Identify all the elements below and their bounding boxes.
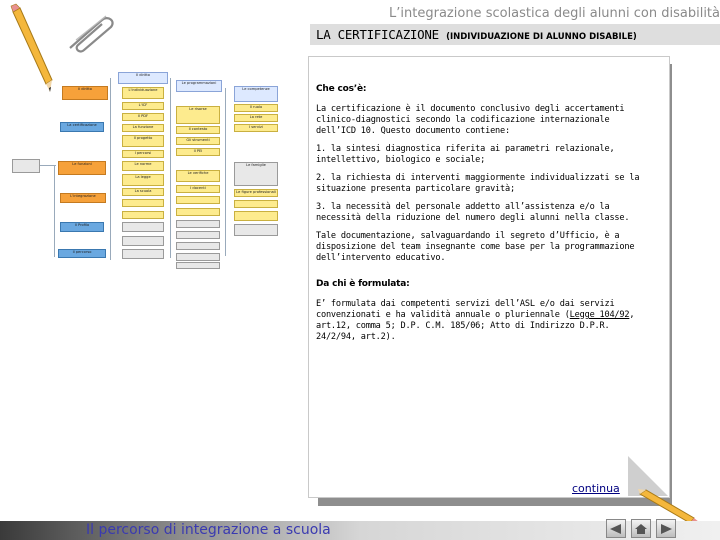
map-node-c3-6 xyxy=(234,200,278,208)
map-node-c1-8: La legge xyxy=(122,174,164,186)
map-node-c2-8 xyxy=(176,208,220,216)
paragraph-definition: La certificazione è il documento conclusivo degli accertamenti clinico-diagnostici secondo la codificazione internazionale dell’ICD 10. Questo documento contiene: xyxy=(316,104,625,136)
map-node-c1-0: Il diritto xyxy=(118,72,168,84)
map-node-root xyxy=(12,159,40,173)
concept-map xyxy=(0,0,310,520)
list-item-2: 2. la richiesta di interventi maggiormente individualizzati se la situazione presenta particolare gravità; xyxy=(316,173,640,194)
map-node-c2-10 xyxy=(176,231,220,239)
map-node-c1-14 xyxy=(122,249,164,259)
map-node-c1-3: Il PDF xyxy=(122,113,164,121)
map-node-c3-5: Le figure professionali xyxy=(234,189,278,197)
map-node-c1-1: L'individuazione xyxy=(122,87,164,99)
map-node-c2-12 xyxy=(176,253,220,261)
list-item-1: 1. la sintesi diagnostica riferita ai parametri relazionale, intellettivo, biologico e sociale; xyxy=(316,144,615,165)
map-node-c1-2: L'ICF xyxy=(122,102,164,110)
map-node-c1-5: Il progetto xyxy=(122,135,164,147)
map-node-c2-0: Le programmazioni xyxy=(176,80,222,92)
map-node-percorso: Il percorso xyxy=(58,249,106,258)
map-node-integrazione: L'integrazione xyxy=(60,193,106,203)
arrow-left-icon xyxy=(609,523,623,535)
map-node-c3-0: Le competenze xyxy=(234,86,278,102)
forward-button[interactable] xyxy=(656,519,676,538)
map-node-c1-7: Le norme xyxy=(122,161,164,171)
map-node-c1-6: I percorsi xyxy=(122,150,164,158)
map-node-c3-1: Il ruolo xyxy=(234,104,278,112)
map-node-certificazione: La certificazione xyxy=(60,122,104,132)
paragraph-formulation xyxy=(316,299,642,343)
list-item-3: 3. la necessità del personale addetto all’assistenza e/o la necessità della riduzione del numero degli alunni nella classe. xyxy=(316,202,630,223)
home-icon xyxy=(634,523,648,535)
map-node-c3-7 xyxy=(234,211,278,221)
map-node-c3-3: I servizi xyxy=(234,124,278,132)
map-node-diritto: Il diritto xyxy=(62,86,108,100)
map-node-c2-6: I docenti xyxy=(176,185,220,193)
map-node-c2-4: Il PEI xyxy=(176,148,220,156)
section-subtitle: (INDIVIDUAZIONE DI ALUNNO DISABILE) xyxy=(446,32,637,42)
heading-who: Da chi è formulata: xyxy=(316,279,410,289)
map-node-c2-1: Le risorse xyxy=(176,106,220,124)
formulation-text-before: E’ formulata dai competenti servizi dell’ASL e/o dai servizi convenzionati e ha validità annuale o pluriennale ( xyxy=(316,299,615,320)
spacer xyxy=(316,271,642,279)
map-node-c3-2: La rete xyxy=(234,114,278,122)
content-text xyxy=(316,84,642,350)
formulation-text-after: , art.12, comma 5; D.P. C.M. 185/06; Atto di Indirizzo D.P.R. 24/2/94, art.2). xyxy=(316,310,635,342)
section-title xyxy=(316,27,637,42)
paragraph-documentation: Tale documentazione, salvaguardando il segreto d’Ufficio, è a disposizione del team insegnante come base per la programmazione dell’intervento educativo. xyxy=(316,231,635,263)
map-node-c1-9: La scuola xyxy=(122,188,164,196)
map-node-c1-4: La funzione xyxy=(122,124,164,132)
map-node-c2-7 xyxy=(176,196,220,204)
map-node-c2-5: Le verifiche xyxy=(176,170,220,182)
law-link[interactable]: Legge 104/92 xyxy=(569,310,630,320)
back-button[interactable] xyxy=(606,519,626,538)
map-node-profilo: Il Profilo xyxy=(60,222,104,232)
map-node-funzioni: Le funzioni xyxy=(58,161,106,175)
continue-link[interactable]: continua xyxy=(572,482,620,495)
map-node-c1-12 xyxy=(122,222,164,232)
arrow-right-icon xyxy=(659,523,673,535)
map-node-c1-11 xyxy=(122,211,164,219)
top-title: L’integrazione scolastica degli alunni con disabilità xyxy=(389,6,720,21)
map-node-c2-13 xyxy=(176,262,220,269)
home-button[interactable] xyxy=(631,519,651,538)
map-node-c2-2: Il contesto xyxy=(176,126,220,134)
map-node-c3-4: Le famiglie xyxy=(234,162,278,186)
section-title-main: LA CERTIFICAZIONE xyxy=(316,27,439,42)
map-node-c1-13 xyxy=(122,236,164,246)
map-node-c1-10 xyxy=(122,199,164,207)
heading-what: Che cos’è: xyxy=(316,84,367,94)
map-node-c2-11 xyxy=(176,242,220,250)
map-node-c2-3: Gli strumenti xyxy=(176,137,220,145)
map-node-c3-8 xyxy=(234,224,278,236)
footer-title: Il percorso di integrazione a scuola xyxy=(86,522,331,538)
map-node-c2-9 xyxy=(176,220,220,228)
